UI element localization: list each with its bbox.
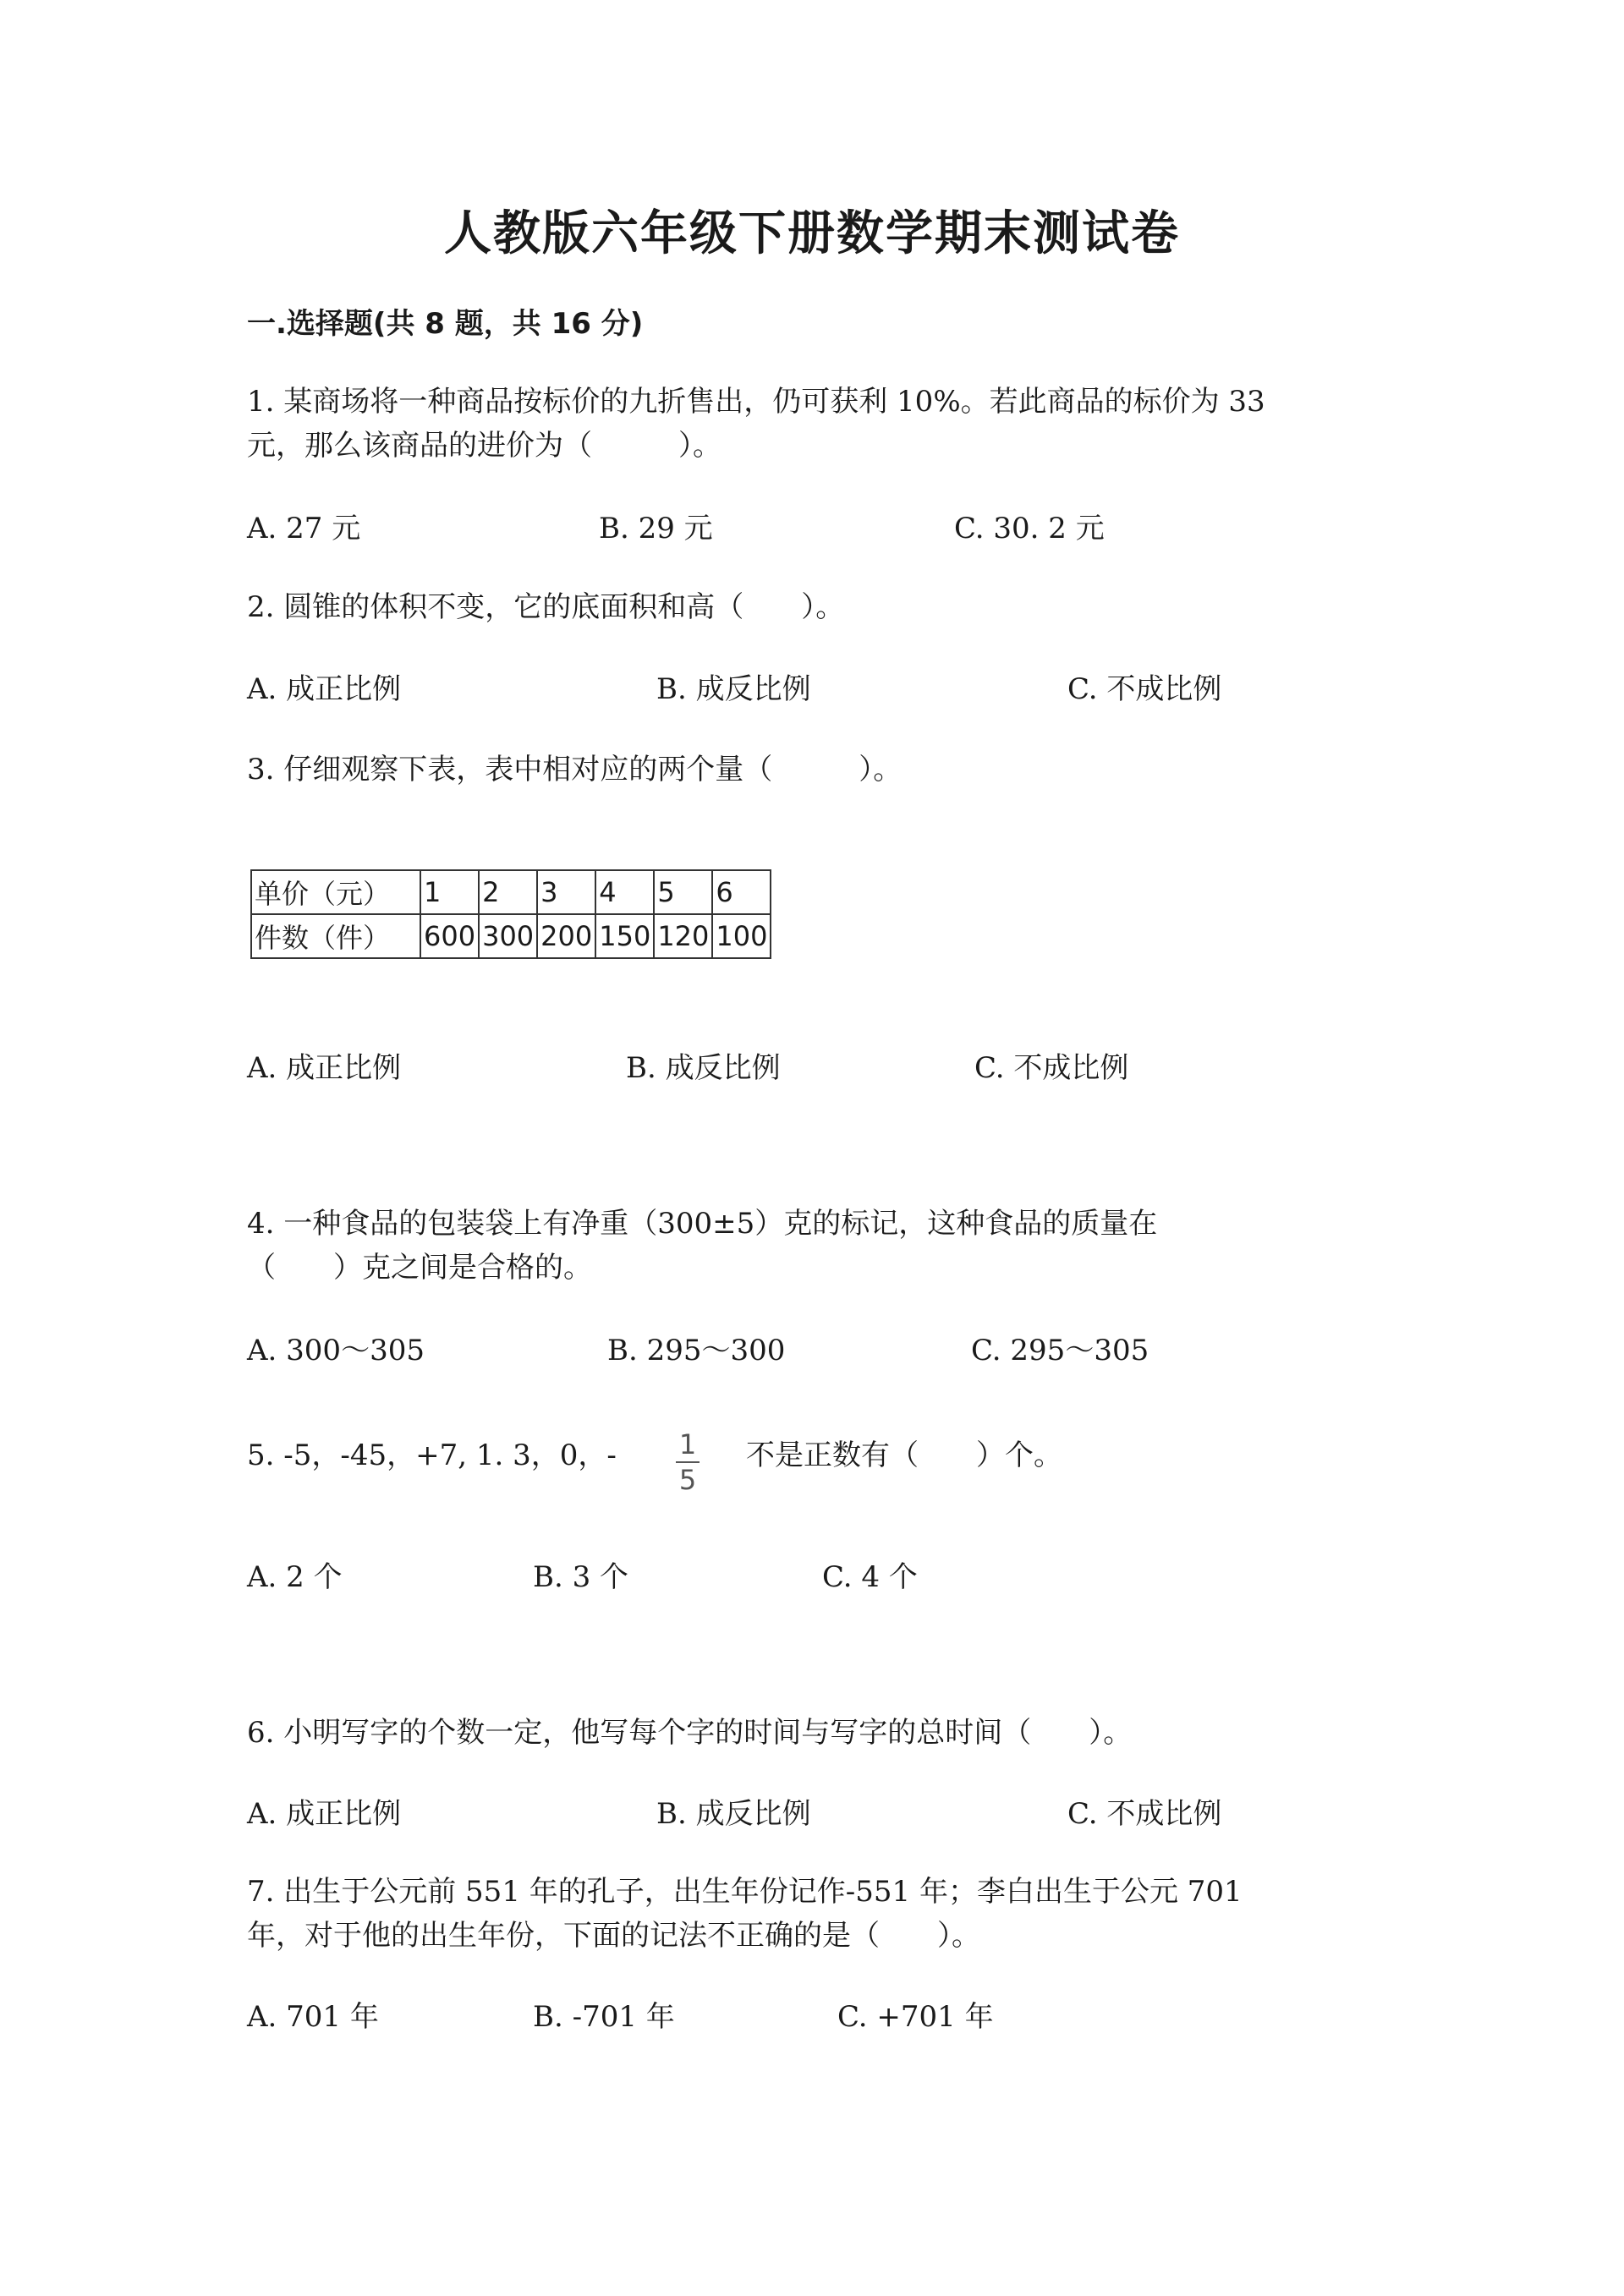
fraction-one-fifth xyxy=(672,1429,703,1495)
question-1-line-2: 元，那么该商品的进价为（ ）。 xyxy=(247,429,721,463)
question-1-option-b[interactable]: B. 29 元 xyxy=(599,512,713,545)
fraction-denominator: 5 xyxy=(678,1464,697,1496)
table-cell: 5 xyxy=(654,870,712,914)
question-6-option-a[interactable]: A. 成正比例 xyxy=(247,1797,402,1831)
question-7-line-1: 7. 出生于公元前 551 年的孔子，出生年份记作-551 年；李白出生于公元 701 xyxy=(247,1875,1243,1909)
question-2-option-a[interactable]: A. 成正比例 xyxy=(247,672,402,706)
question-5-line-2: 不是正数有（ ）个。 xyxy=(746,1438,1062,1472)
question-6-option-c[interactable]: C. 不成比例 xyxy=(1067,1797,1222,1831)
question-1-option-c[interactable]: C. 30. 2 元 xyxy=(954,512,1105,545)
question-5-option-a[interactable]: A. 2 个 xyxy=(247,1560,343,1594)
table-cell: 3 xyxy=(537,870,595,914)
question-5-option-c[interactable]: C. 4 个 xyxy=(822,1560,918,1594)
question-1-line-1: 1. 某商场将一种商品按标价的九折售出，仍可获利 10%。若此商品的标价为 33 xyxy=(247,385,1265,419)
table-cell: 单价（元） xyxy=(251,870,420,914)
fraction-bar xyxy=(676,1461,700,1463)
question-3-option-a[interactable]: A. 成正比例 xyxy=(247,1051,402,1085)
fraction-numerator: 1 xyxy=(678,1428,697,1460)
price-quantity-table xyxy=(250,869,771,959)
table-cell: 200 xyxy=(537,914,595,958)
table-cell: 300 xyxy=(479,914,537,958)
table-cell: 4 xyxy=(595,870,654,914)
question-2-option-b[interactable]: B. 成反比例 xyxy=(656,672,811,706)
table-row xyxy=(251,870,771,914)
table-cell: 件数（件） xyxy=(251,914,420,958)
question-7-option-c[interactable]: C. +701 年 xyxy=(837,2000,994,2034)
question-4-option-a[interactable]: A. 300～305 xyxy=(247,1334,425,1367)
table-cell: 120 xyxy=(654,914,712,958)
table-row xyxy=(251,914,771,958)
question-4-line-2: （ ）克之间是合格的。 xyxy=(247,1251,592,1285)
question-2-option-c[interactable]: C. 不成比例 xyxy=(1067,672,1222,706)
question-1-option-a[interactable]: A. 27 元 xyxy=(247,512,361,545)
question-6-option-b[interactable]: B. 成反比例 xyxy=(656,1797,811,1831)
question-7-option-b[interactable]: B. -701 年 xyxy=(533,2000,675,2034)
question-5-line-1: 5. -5，-45，+7, 1. 3，0，- xyxy=(247,1438,617,1472)
table-cell: 150 xyxy=(595,914,654,958)
question-3-line-1: 3. 仔细观察下表，表中相对应的两个量（ ）。 xyxy=(247,753,903,786)
question-2-line-1: 2. 圆锥的体积不变，它的底面积和高（ ）。 xyxy=(247,590,845,624)
question-4-line-1: 4. 一种食品的包装袋上有净重（300±5）克的标记，这种食品的质量在 xyxy=(247,1207,1158,1241)
page-title: 人教版六年级下册数学期末测试卷 xyxy=(444,206,1180,261)
question-7-line-2: 年，对于他的出生年份，下面的记法不正确的是（ ）。 xyxy=(247,1919,980,1953)
table-cell: 100 xyxy=(712,914,771,958)
table-cell: 600 xyxy=(420,914,479,958)
question-5-option-b[interactable]: B. 3 个 xyxy=(533,1560,629,1594)
table-cell: 6 xyxy=(712,870,771,914)
table-cell: 1 xyxy=(420,870,479,914)
question-6-line-1: 6. 小明写字的个数一定，他写每个字的时间与写字的总时间（ ）。 xyxy=(247,1716,1133,1750)
question-3-option-b[interactable]: B. 成反比例 xyxy=(626,1051,781,1085)
section-heading: 一.选择题(共 8 题，共 16 分) xyxy=(247,307,644,341)
question-4-option-c[interactable]: C. 295～305 xyxy=(971,1334,1149,1367)
question-3-option-c[interactable]: C. 不成比例 xyxy=(974,1051,1129,1085)
table-cell: 2 xyxy=(479,870,537,914)
question-7-option-a[interactable]: A. 701 年 xyxy=(247,2000,379,2034)
question-4-option-b[interactable]: B. 295～300 xyxy=(607,1334,786,1367)
